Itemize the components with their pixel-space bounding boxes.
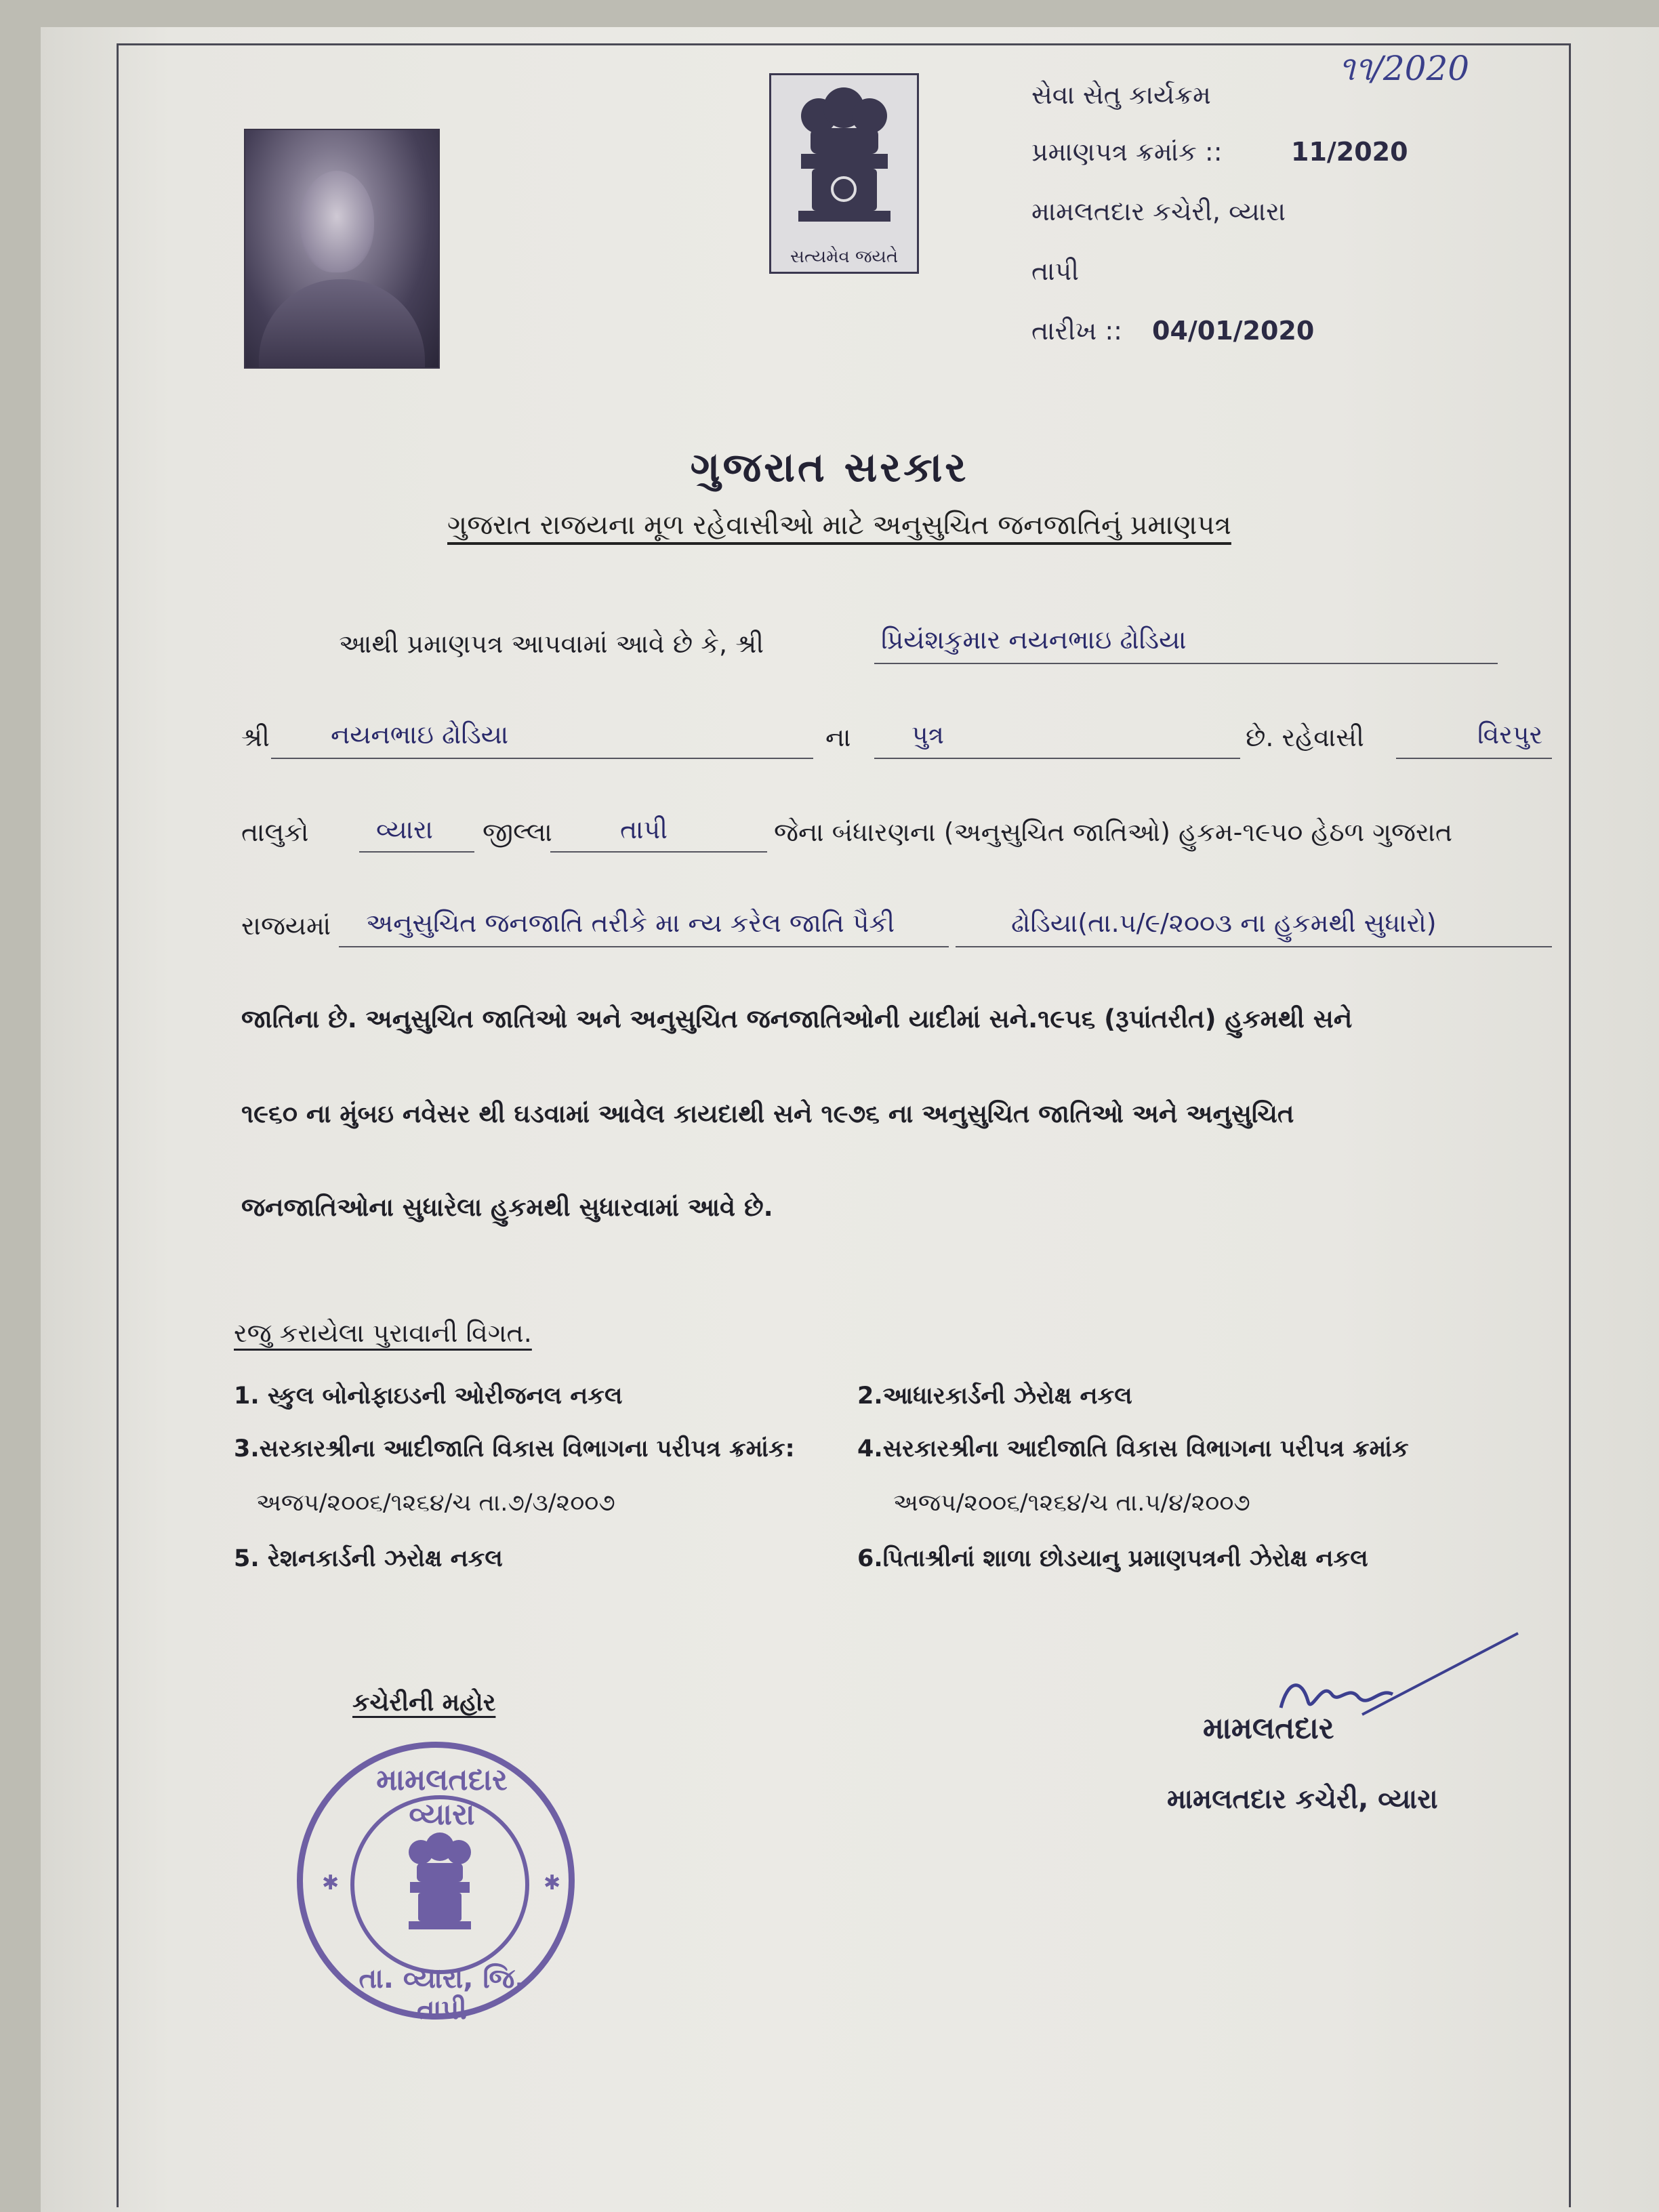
- emblem-motto: સત્યમેવ જયતે: [790, 247, 899, 267]
- evidence-item: 5. રેશનકાર્ડની ઝરોક્ષ નકલ: [234, 1545, 503, 1572]
- paragraph-line-3: જનજાતિઓના સુધારેલા હુકમથી સુધારવામાં આવે છે.: [241, 1193, 773, 1222]
- seal-ring-top-text: મામલતદાર વ્યારા: [376, 1763, 508, 1832]
- signatory-office: મામલતદાર કચેરી, વ્યારા: [1167, 1784, 1438, 1815]
- father-name: નયનભાઇ ઢોડિયા: [331, 720, 509, 750]
- relation: પુત્ર: [912, 720, 945, 750]
- resident-label: છે. રહેવાસી: [1246, 722, 1364, 752]
- national-emblem: [769, 73, 919, 274]
- handwritten-file-number: ૧૧/2020: [1338, 49, 1470, 88]
- intro-text: આથી પ્રમાણપત્ર આપવામાં આવે છે કે, શ્રી: [339, 629, 764, 659]
- issuing-office: મામલતદાર કચેરી, વ્યારા: [1031, 197, 1286, 226]
- issue-date: 04/01/2020: [1152, 316, 1315, 346]
- applicant-name-underline: [874, 663, 1498, 664]
- certificate-subtitle: ગુજરાત રાજયના મૂળ રહેવાસીઓ માટે અનુસુચિત જનજાતિનું પ્રમાણપત્ર: [447, 510, 1231, 541]
- village-underline: [1396, 758, 1552, 759]
- signatory-title: મામલતદાર: [1203, 1711, 1334, 1746]
- taluka-label: તાલુકો: [241, 817, 309, 847]
- certificate-number-label: પ્રમાણપત્ર ક્રમાંક ::: [1031, 137, 1223, 167]
- certificate-number: 11/2020: [1291, 137, 1408, 167]
- page-title: ગુજરાત સરકાર: [690, 444, 969, 491]
- seal-label: કચેરીની મહોર: [352, 1689, 496, 1717]
- father-name-underline: [271, 758, 813, 759]
- evidence-item: 1. સ્કુલ બોનોફાઇડની ઓરીજનલ નકલ: [234, 1382, 623, 1410]
- seal-ring-bottom-text: તા. વ્યારા, જિ. તાપી: [359, 1963, 525, 2026]
- relation-underline: [874, 758, 1240, 759]
- applicant-name: પ્રિયંશકુમાર નયનભાઇ ઢોડિયા: [881, 625, 1187, 655]
- district-underline: [550, 851, 767, 853]
- constitution-order-text: જેના બંધારણના (અનુસુચિત જાતિઓ) હુકમ-૧૯૫૦ હેઠળ ગુજરાત: [774, 817, 1453, 847]
- category: અનુસુચિત જનજાતિ તરીકે મા ન્ય કરેલ જાતિ પૈકી: [366, 908, 895, 938]
- taluka: વ્યારા: [376, 815, 433, 844]
- office-seal: [297, 1742, 575, 2026]
- na-label: ના: [825, 722, 851, 752]
- evidence-item: 6.પિતાશ્રીનાં શાળા છોડયાનુ પ્રમાણપત્રની ઝેરોક્ષ નકલ: [857, 1545, 1368, 1572]
- evidence-item: 2.આધારકાર્ડની ઝેરોક્ષ નકલ: [857, 1382, 1132, 1410]
- evidence-item-ref: અજપ/૨૦૦૬/૧૨૬૪/ચ તા.૫/૪/૨૦૦૭: [893, 1490, 1250, 1517]
- category-underline: [339, 946, 949, 947]
- date-label: તારીખ ::: [1031, 316, 1122, 346]
- state-label: રાજયમાં: [241, 911, 331, 941]
- evidence-heading: રજુ કરાયેલા પુરાવાની વિગત.: [234, 1318, 532, 1348]
- caste-underline: [956, 946, 1552, 947]
- paragraph-line-1: જાતિના છે. અનુસુચિત જાતિઓ અને અનુસુચિત જનજાતિઓની યાદીમાં સને.૧૯૫૬ (રૂપાંતરીત) હુકમથી સને: [241, 1004, 1353, 1033]
- village: વિરપુર: [1477, 720, 1543, 750]
- seal-inner-ring: [350, 1795, 529, 1974]
- program-name: સેવા સેતુ કાર્યક્રમ: [1031, 80, 1211, 110]
- evidence-item: 4.સરકારશ્રીના આદીજાતિ વિકાસ વિભાગના પરીપત્ર ક્રમાંક: [857, 1435, 1409, 1462]
- taluka-underline: [359, 851, 474, 853]
- paragraph-line-2: ૧૯૬૦ ના મુંબઇ નવેસર થી ઘડવામાં આવેલ કાયદાથી સને ૧૯૭૬ ના અનુસુચિત જાતિઓ અને અનુસુચિત: [241, 1099, 1294, 1128]
- district-label: જીલ્લા: [483, 817, 552, 847]
- issuing-district: તાપી: [1031, 256, 1080, 286]
- district: તાપી: [620, 815, 668, 844]
- applicant-photo: [244, 129, 440, 369]
- evidence-item: 3.સરકારશ્રીના આદીજાતિ વિકાસ વિભાગના પરીપત્ર ક્રમાંક:: [234, 1435, 795, 1462]
- evidence-item-ref: અજપ/૨૦૦૬/૧૨૬૪/ચ તા.૭/૩/૨૦૦૭: [256, 1490, 615, 1517]
- seal-star-icon: ✱: [322, 1871, 340, 1895]
- seal-star-icon: ✱: [544, 1871, 561, 1895]
- caste: ઢોડિયા(તા.૫/૯/૨૦૦૩ ના હુકમથી સુધારો): [1011, 908, 1437, 938]
- shri-label: શ્રી: [241, 722, 270, 752]
